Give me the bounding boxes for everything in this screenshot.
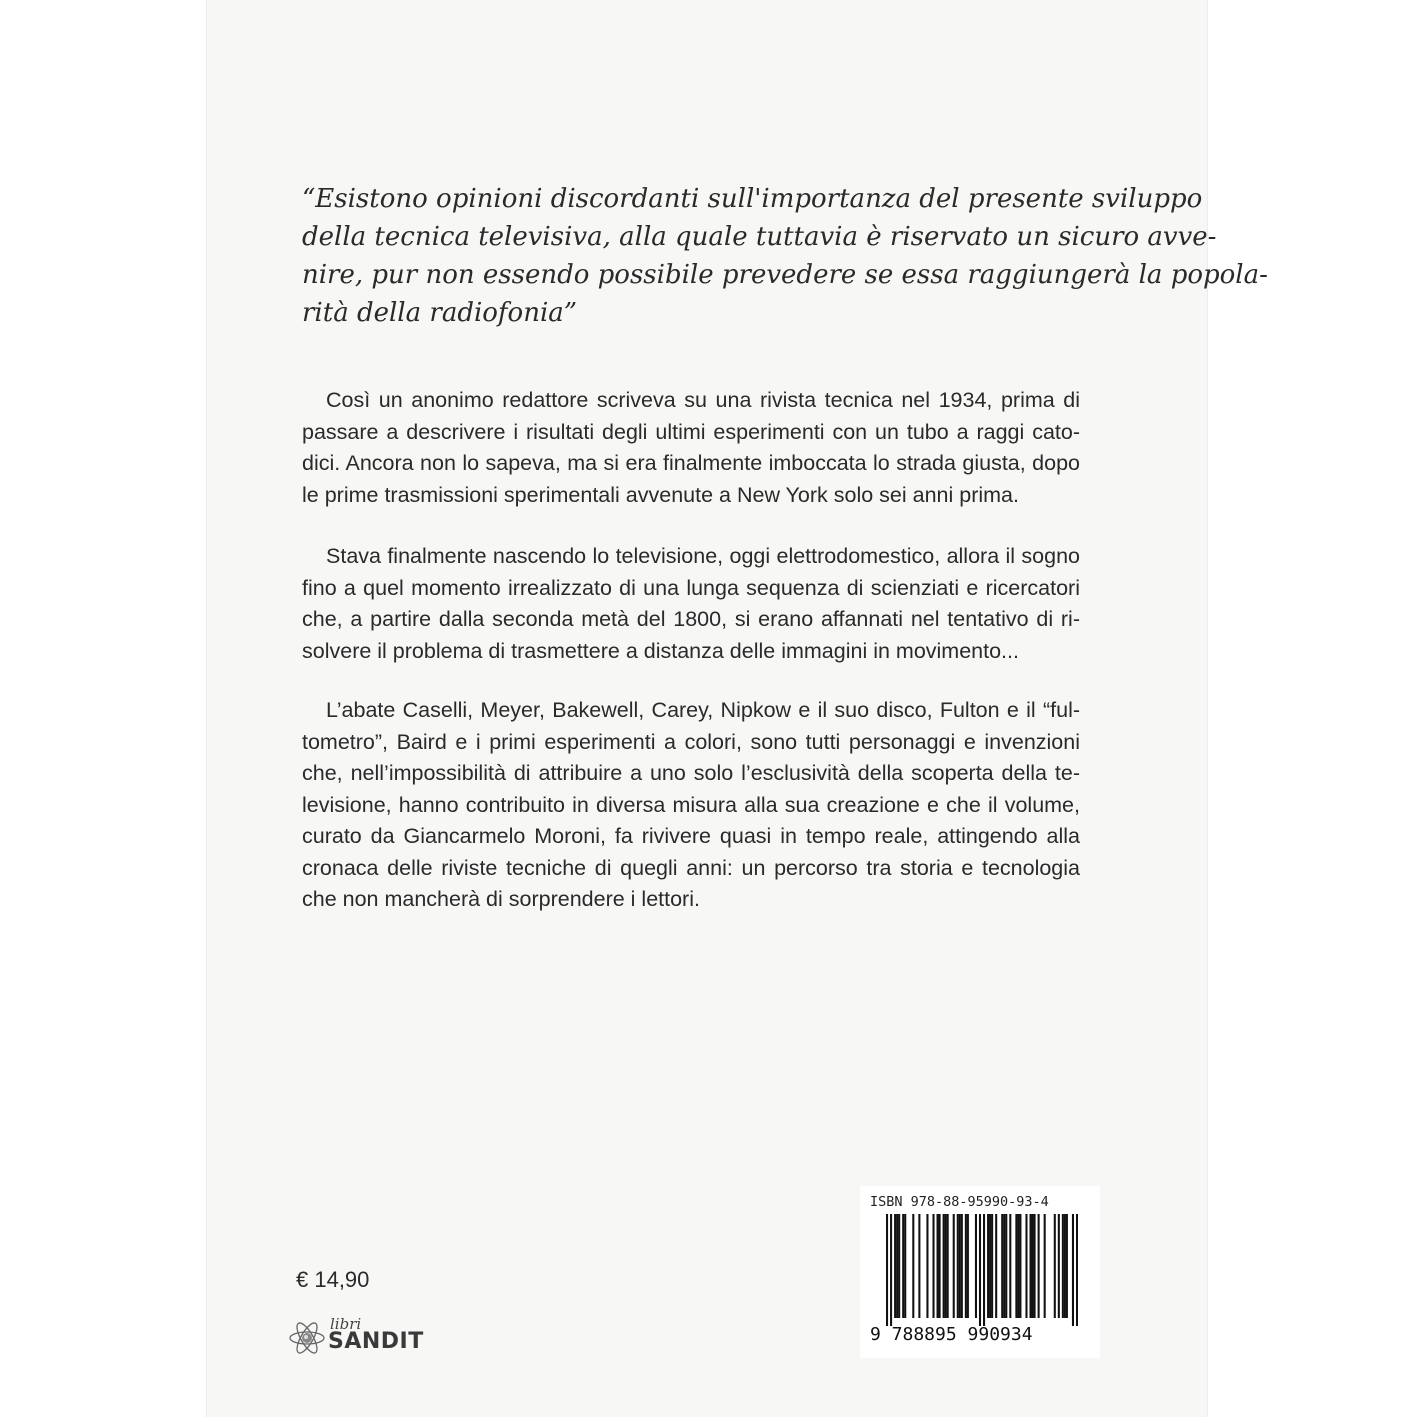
barcode-bar — [912, 1214, 914, 1318]
paragraph-line: solvere il problema di trasmettere a distanza delle immagini in movimento... — [302, 638, 1019, 663]
publisher-series: libri — [330, 1315, 362, 1333]
paragraph-line: che, a partire dalla seconda metà del 1800, si erano affannati nel tentativo di ri- — [302, 607, 1080, 631]
barcode-bar — [957, 1214, 959, 1318]
paragraph-line: cronaca delle riviste tecniche di quegli anni: un percorso tra storia e tecnologia — [302, 855, 1080, 880]
barcode-bar — [902, 1214, 904, 1318]
paragraph-line: che non mancherà di sorprendere i lettori. — [302, 887, 700, 911]
barcode-bar — [937, 1214, 939, 1318]
barcode-bar — [1076, 1214, 1078, 1326]
paragraph-line: curato da Giancarmelo Moroni, fa rivivere quasi in tempo reale, attingendo alla — [302, 824, 1080, 848]
barcode-bar — [1032, 1214, 1034, 1318]
paragraph-line: tometro”, Baird e i primi esperimenti a colori, sono tutti personaggi e invenzioni — [302, 729, 1080, 754]
publisher-logo — [288, 1315, 438, 1359]
barcode-bar — [1015, 1214, 1017, 1318]
barcode-bar — [1029, 1214, 1031, 1318]
barcode-bar — [1019, 1214, 1021, 1318]
barcode-bar — [1009, 1214, 1011, 1318]
barcode-bar — [886, 1214, 888, 1326]
paragraph-line: che, nell’impossibilità di attribuire a uno solo l’esclusività della scoperta della te- — [302, 761, 1080, 785]
barcode-bar — [1025, 1214, 1027, 1318]
barcode-bar — [926, 1214, 928, 1318]
barcode-bar — [1054, 1214, 1056, 1318]
barcode-bar — [894, 1214, 896, 1318]
barcode-bar — [1058, 1214, 1060, 1318]
barcode-bar — [995, 1214, 997, 1318]
barcode-bar — [904, 1214, 906, 1318]
cover-quote — [302, 180, 1268, 332]
barcode-bar — [943, 1214, 945, 1318]
barcode-bar — [1064, 1214, 1066, 1318]
isbn-label: ISBN 978-88-95990-93-4 — [870, 1194, 1049, 1210]
paragraph-line: dici. Ancora non lo sapeva, ma si era finalmente imboccata lo strada giusta, dopo — [302, 451, 1080, 475]
barcode-bar — [987, 1214, 989, 1318]
barcode-bar — [947, 1214, 949, 1318]
blurb-paragraph-3 — [302, 695, 1080, 916]
barcode-bar — [991, 1214, 993, 1318]
barcode-bar — [959, 1214, 961, 1318]
barcode-bar — [953, 1214, 955, 1318]
price-label: € 14,90 — [296, 1267, 370, 1292]
paragraph-line: fino a quel momento irrealizzato di una lunga sequenza di scienziati e ricercatori — [302, 575, 1080, 600]
barcode-bar — [939, 1214, 941, 1318]
barcode-bar — [896, 1214, 898, 1318]
barcode-bar — [1066, 1214, 1068, 1318]
barcode-bar — [945, 1214, 947, 1318]
barcode-bar — [965, 1214, 967, 1318]
barcode-bar — [1038, 1214, 1040, 1318]
barcode-bar — [1034, 1214, 1036, 1318]
barcode-bar — [1003, 1214, 1005, 1318]
paragraph-line: Stava finalmente nascendo lo televisione, oggi elettrodomestico, allora il sogno — [326, 544, 1080, 568]
barcode-bar — [989, 1214, 991, 1318]
barcode-bar — [890, 1214, 892, 1326]
barcode-bar — [1044, 1214, 1046, 1318]
publisher-name: SANDIT — [328, 1329, 424, 1354]
quote-line: della tecnica televisiva, alla quale tuttavia è riservato un sicuro avve- — [302, 222, 1217, 252]
blurb-paragraph-1 — [302, 385, 1080, 511]
barcode-bar — [1001, 1214, 1003, 1318]
barcode-bar — [918, 1214, 920, 1318]
barcode-bar — [975, 1214, 977, 1318]
barcode-bar — [967, 1214, 969, 1318]
paragraph-line: le prime trasmissioni sperimentali avvenute a New York solo sei anni prima. — [302, 482, 1019, 507]
barcode-bar — [979, 1214, 981, 1326]
atom-logo-icon — [288, 1319, 326, 1357]
paragraph-line: L’abate Caselli, Meyer, Bakewell, Carey, Nipkow e il suo disco, Fulton e il “ful- — [326, 698, 1080, 722]
quote-line: nire, pur non essendo possibile prevedere se essa raggiungerà la popola- — [302, 260, 1268, 290]
quote-line: “Esistono opinioni discordanti sull'importanza del presente sviluppo — [302, 184, 1203, 214]
paragraph-line: passare a descrivere i risultati degli ultimi esperimenti con un tubo a raggi cato- — [302, 419, 1080, 444]
barcode-bar — [983, 1214, 985, 1326]
barcode-bar — [932, 1214, 934, 1318]
barcode-bar — [1072, 1214, 1074, 1326]
paragraph-line: Così un anonimo redattore scriveva su una rivista tecnica nel 1934, prima di — [326, 388, 1080, 412]
barcode-bar — [1017, 1214, 1019, 1318]
barcode-digits: 9 788895 990934 — [870, 1324, 1033, 1345]
barcode-bar — [961, 1214, 963, 1318]
paragraph-line: levisione, hanno contribuito in diversa misura alla sua creazione e che il volume, — [302, 792, 1080, 817]
barcode-bar — [1005, 1214, 1007, 1318]
barcode-bar — [898, 1214, 900, 1318]
blurb-paragraph-2 — [302, 541, 1080, 667]
barcode-area — [860, 1186, 1100, 1358]
barcode-bar — [1062, 1214, 1064, 1318]
quote-line: rità della radiofonia” — [302, 298, 578, 328]
barcode — [886, 1214, 1078, 1326]
